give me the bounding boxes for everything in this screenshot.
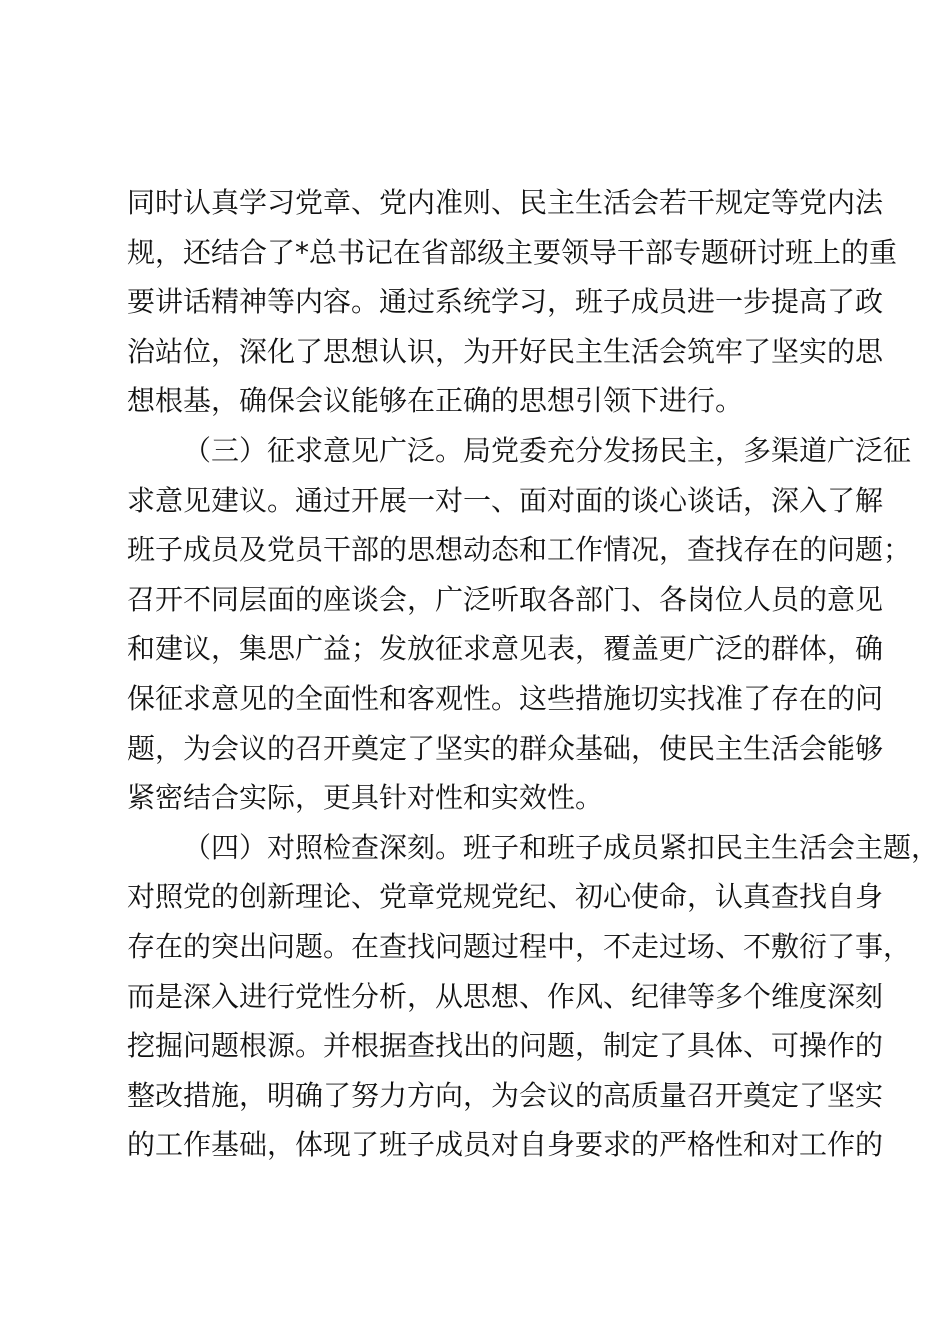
paragraph-line: 的工作基础，体现了班子成员对自身要求的严格性和对工作的: [127, 1128, 884, 1162]
section-heading-line: （四）对照检查深刻。班子和班子成员紧扣民主生活会主题，: [183, 830, 940, 864]
paragraph-line: 规，还结合了*总书记在省部级主要领导干部专题研讨班上的重: [127, 235, 898, 269]
paragraph-line: 挖掘问题根源。并根据查找出的问题，制定了具体、可操作的: [127, 1029, 884, 1063]
paragraph-line: 治站位，深化了思想认识，为开好民主生活会筑牢了坚实的思: [127, 334, 884, 368]
paragraph-line: 班子成员及党员干部的思想动态和工作情况，查找存在的问题；: [127, 533, 912, 567]
paragraph-line: 求意见建议。通过开展一对一、面对面的谈心谈话，深入了解: [127, 483, 884, 517]
paragraph-line: 对照党的创新理论、党章党规党纪、初心使命，认真查找自身: [127, 880, 884, 914]
document-body: [127, 178, 940, 1170]
paragraph-line: 紧密结合实际，更具针对性和实效性。: [127, 781, 604, 815]
paragraph-line: 想根基，确保会议能够在正确的思想引领下进行。: [127, 384, 744, 418]
paragraph-line: 存在的突出问题。在查找问题过程中，不走过场、不敷衍了事，: [127, 929, 912, 963]
section-heading-line: （三）征求意见广泛。局党委充分发扬民主，多渠道广泛征: [183, 433, 912, 467]
paragraph-line: 整改措施，明确了努力方向，为会议的高质量召开奠定了坚实: [127, 1078, 884, 1112]
paragraph-line: 召开不同层面的座谈会，广泛听取各部门、各岗位人员的意见: [127, 582, 884, 616]
paragraph-line: 保征求意见的全面性和客观性。这些措施切实找准了存在的问: [127, 681, 884, 715]
paragraph-line: 题，为会议的召开奠定了坚实的群众基础，使民主生活会能够: [127, 731, 884, 765]
paragraph-line: 要讲话精神等内容。通过系统学习，班子成员进一步提高了政: [127, 285, 884, 319]
paragraph-line: 同时认真学习党章、党内准则、民主生活会若干规定等党内法: [127, 186, 884, 219]
paragraph-line: 和建议，集思广益；发放征求意见表，覆盖更广泛的群体，确: [127, 632, 884, 666]
paragraph-line: 而是深入进行党性分析，从思想、作风、纪律等多个维度深刻: [127, 979, 884, 1013]
